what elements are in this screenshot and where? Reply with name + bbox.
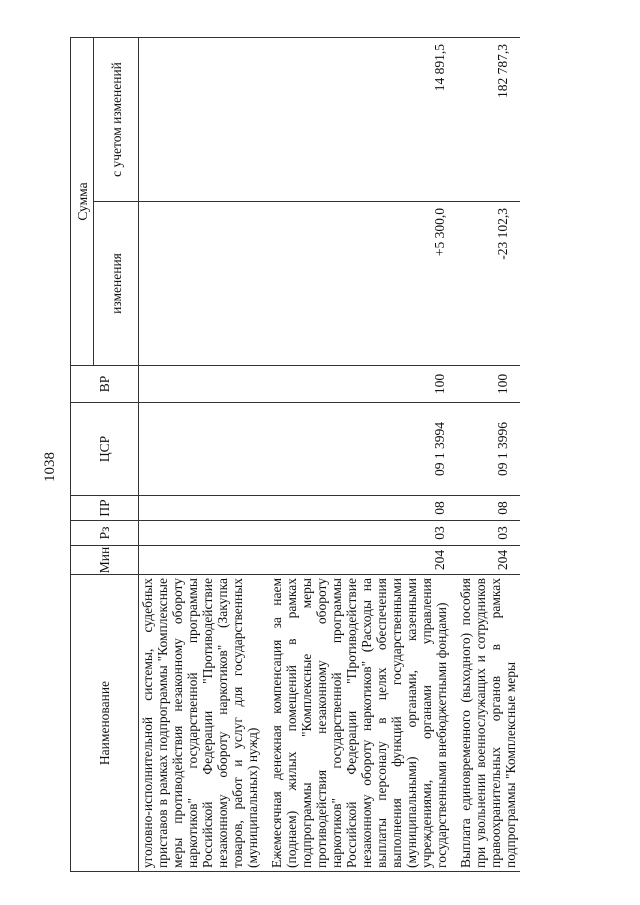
row-min: 204: [457, 546, 520, 575]
header-change: изменения: [94, 202, 139, 366]
row-csr: [139, 403, 269, 496]
row-name: уголовно-исполнительной системы, судебных приставов в рамках подпрограммы "Комплексные меры противодействия незаконному обороту наркотиков" государственной программы Российской Федерации "Противодействие незаконному обороту наркотиков" (Закупка товаров, работ и услуг для государственных (муниципальных) нужд): [139, 575, 269, 872]
header-sum: Сумма: [71, 38, 94, 366]
row-rz: [139, 521, 269, 546]
row-name: Выплата единовременного (выходного) пособия при увольнении военнослужащих и сотрудников правоохранительных органов в рамках подпрограммы "Комплексные меры: [457, 575, 520, 872]
row-rz: 03: [457, 521, 520, 546]
header-vr: ВР: [71, 366, 139, 403]
table-row: [457, 38, 520, 872]
row-vr: 100: [268, 366, 457, 403]
table-row: [268, 38, 457, 872]
row-csr: 09 1 3994: [268, 403, 457, 496]
row-pr: 08: [268, 496, 457, 521]
row-vr: 100: [457, 366, 520, 403]
header-pr: ПР: [71, 496, 139, 521]
row-change: [139, 202, 269, 366]
header-with-changes: с учетом изменений: [94, 38, 139, 202]
row-min: 204: [268, 546, 457, 575]
row-change: -23 102,3: [457, 202, 520, 366]
row-rz: 03: [268, 521, 457, 546]
landscape-page: [70, 37, 610, 872]
row-csr: 09 1 3996: [457, 403, 520, 496]
row-total: 182 787,3: [457, 38, 520, 202]
budget-table: [70, 37, 520, 872]
row-pr: [139, 496, 269, 521]
page-number: 1038: [42, 452, 58, 482]
header-rz: Рз: [71, 521, 139, 546]
row-pr: 08: [457, 496, 520, 521]
table-row: [139, 38, 269, 872]
header-csr: ЦСР: [71, 403, 139, 496]
row-total: [139, 38, 269, 202]
row-min: [139, 546, 269, 575]
header-min: Мин: [71, 546, 139, 575]
row-name: Ежемесячная денежная компенсация за наем (поднаем) жилых помещений в рамках подпрограммы "Комплексные меры противодействия незаконному обороту наркотиков" государственной программы Российской Федерации "Противодействие незаконному обороту наркотиков" (Расходы на выплаты персоналу в целях обеспечения выполнения функций государственными (муниципальными) органами, казенными учреждениями, органами управления государственными внебюджетными фондами): [268, 575, 457, 872]
row-vr: [139, 366, 269, 403]
row-total: 14 891,5: [268, 38, 457, 202]
header-name: Наименование: [71, 575, 139, 872]
row-change: +5 300,0: [268, 202, 457, 366]
